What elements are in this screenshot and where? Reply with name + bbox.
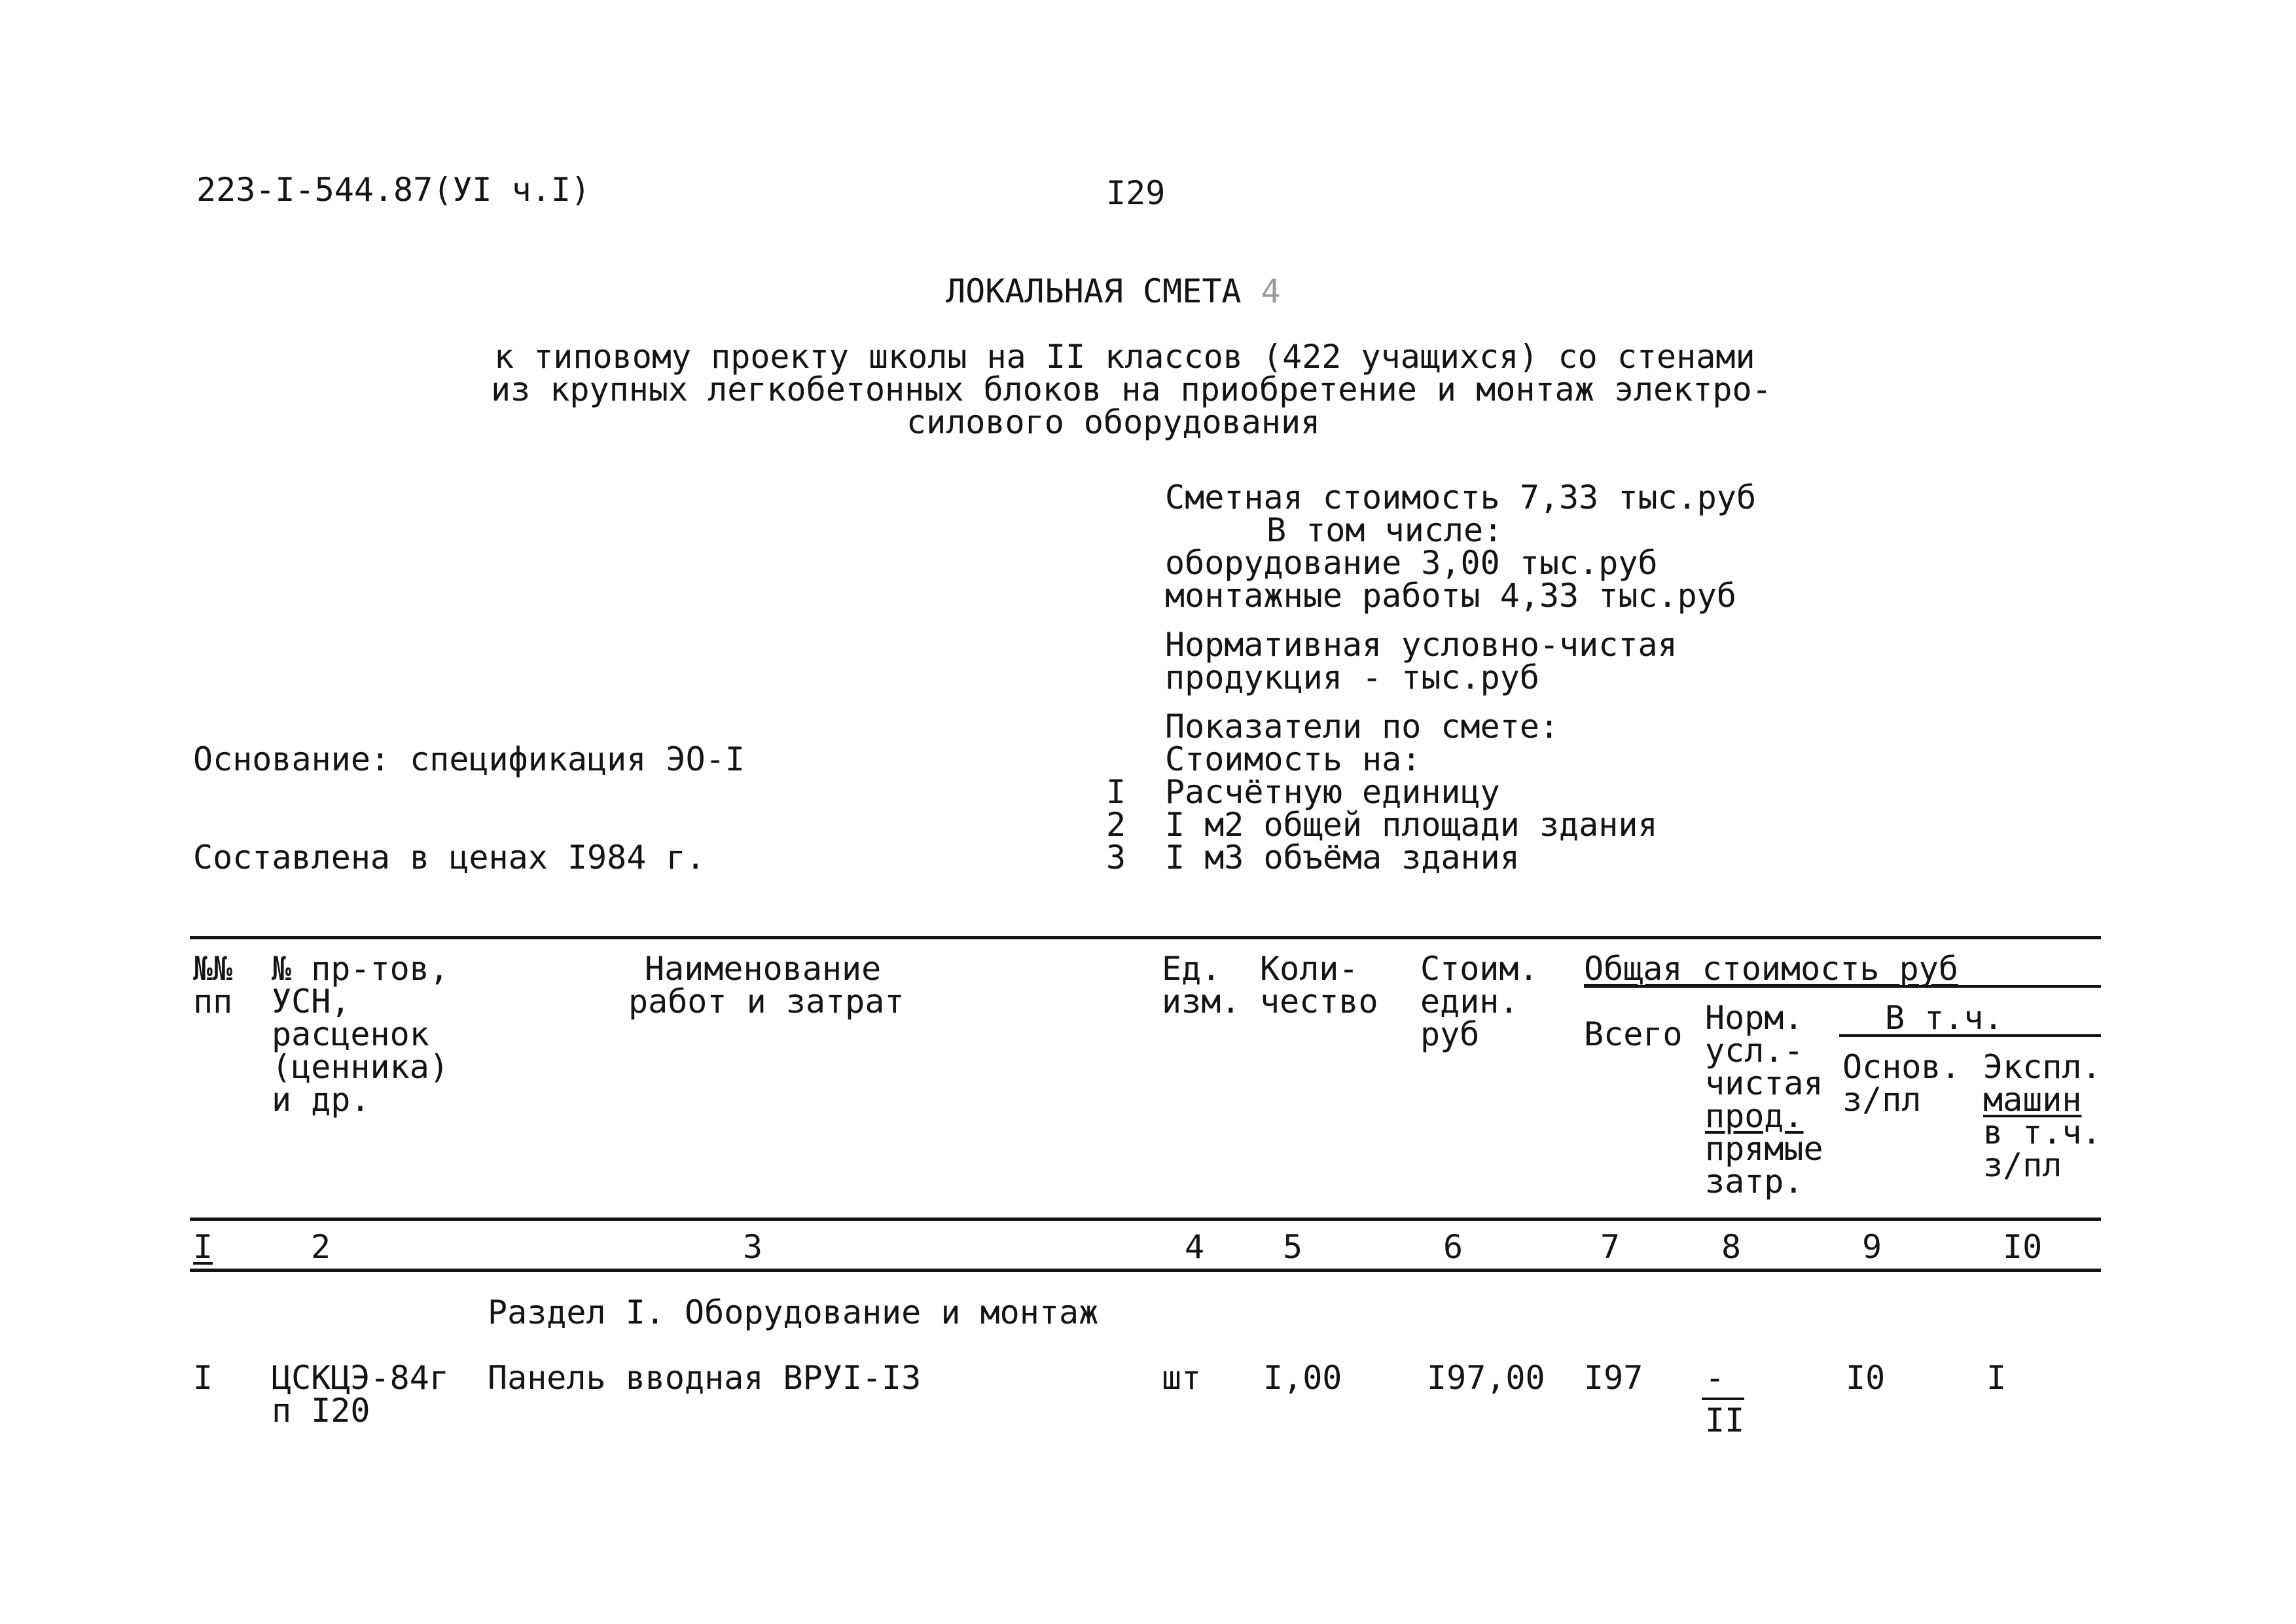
row-machines: I — [1986, 1359, 2007, 1397]
col-number-7: 7 — [1600, 1228, 1621, 1266]
header-incl-group: В т.ч. — [1885, 999, 2003, 1037]
subtitle-line-3: силового оборудования — [906, 403, 1321, 441]
cost-per-label: Стоимость на: — [1165, 740, 1422, 778]
col-number-4: 4 — [1185, 1228, 1205, 1266]
indicator-text-3: I м3 объёма здания — [1165, 839, 1520, 876]
indicator-text-2: I м2 общей площади здания — [1165, 806, 1658, 844]
indicators-label: Показатели по смете: — [1165, 708, 1560, 746]
section-title: Раздел I. Оборудование и монтаж — [488, 1293, 1099, 1331]
col-number-1: I — [193, 1228, 213, 1266]
row-quantity: I,00 — [1263, 1359, 1342, 1397]
compiled-text: Составлена в ценах I984 г. — [193, 839, 706, 876]
row-code-line-2: п I20 — [272, 1392, 370, 1430]
estimated-cost: Сметная стоимость 7,33 тыс.руб — [1165, 478, 1757, 516]
header-col-3-line-2: работ и затрат — [628, 983, 905, 1020]
row-number: I — [193, 1359, 213, 1397]
col-number-3: 3 — [743, 1228, 763, 1266]
row-norm-top: - — [1705, 1359, 1725, 1397]
subtitle-line-1: к типовому проекту школы на II классов (422 учащихся) со стенами — [494, 338, 1755, 376]
col-number-2: 2 — [311, 1228, 331, 1266]
row-unit: шт — [1162, 1359, 1202, 1397]
indicator-text-1: Расчётную единицу — [1165, 773, 1500, 811]
col-number-9: 9 — [1862, 1228, 1882, 1266]
basis-text: Основание: спецификация ЭО-I — [193, 740, 745, 778]
indicator-num-2: 2 — [1106, 806, 1126, 844]
colnum-bottom-rule — [190, 1269, 2101, 1272]
equipment-cost: оборудование 3,00 тыс.руб — [1165, 544, 1658, 582]
installation-cost: монтажные работы 4,33 тыс.руб — [1165, 577, 1736, 615]
table-top-rule — [190, 936, 2101, 939]
title-number: 4 — [1261, 272, 1281, 310]
row-total: I97 — [1584, 1359, 1643, 1397]
title-main: ЛОКАЛЬНАЯ СМЕТА — [946, 272, 1242, 310]
document-code: 223-I-544.87(УI ч.I) — [196, 171, 591, 209]
row-norm-fraction-line — [1702, 1398, 1744, 1400]
header-col-4: Ед. изм. — [1162, 950, 1241, 1020]
col-number-8: 8 — [1721, 1228, 1742, 1266]
row-wage: I0 — [1846, 1359, 1886, 1397]
row-name: Панель вводная ВРУI-I3 — [488, 1359, 922, 1397]
header-col-6: Стоим. един. руб — [1420, 950, 1539, 1053]
header-bottom-rule — [190, 1218, 2101, 1221]
header-total-group: Общая стоимость руб — [1584, 950, 1958, 988]
normative-line-2: продукция - тыс.руб — [1165, 659, 1539, 696]
row-norm-bottom: II — [1705, 1401, 1745, 1439]
header-col-8: Норм. усл.- чистая прод. прямые затр. — [1705, 999, 1823, 1200]
including-label: В том числе: — [1266, 511, 1503, 549]
normative-line-1: Нормативная условно-чистая — [1165, 626, 1677, 664]
header-col-9: Основ. з/пл — [1842, 1048, 1961, 1119]
header-col-5: Коли- чество — [1260, 950, 1378, 1020]
col-number-6: 6 — [1443, 1228, 1463, 1266]
header-col-3-line-1: Наименование — [645, 950, 882, 988]
header-col-7: Всего — [1584, 1015, 1683, 1053]
page-number: I29 — [1106, 174, 1166, 212]
col-number-10: I0 — [2003, 1228, 2043, 1266]
col-number-5: 5 — [1283, 1228, 1303, 1266]
row-unit-cost: I97,00 — [1427, 1359, 1545, 1397]
header-col-2: № пр-тов, УСН, расценок (ценника) и др. — [272, 950, 449, 1119]
page-title — [946, 272, 1281, 310]
row-code-line-1: ЦСКЦЭ-84г — [272, 1359, 449, 1397]
subtitle-line-2: из крупных легкобетонных блоков на приобретение и монтаж электро- — [491, 370, 1772, 408]
indicator-num-1: I — [1106, 773, 1126, 811]
header-col-1: №№ пп — [193, 950, 233, 1020]
indicator-num-3: 3 — [1106, 839, 1126, 876]
header-col-10: Экспл. машин в т.ч. з/пл — [1983, 1048, 2102, 1184]
